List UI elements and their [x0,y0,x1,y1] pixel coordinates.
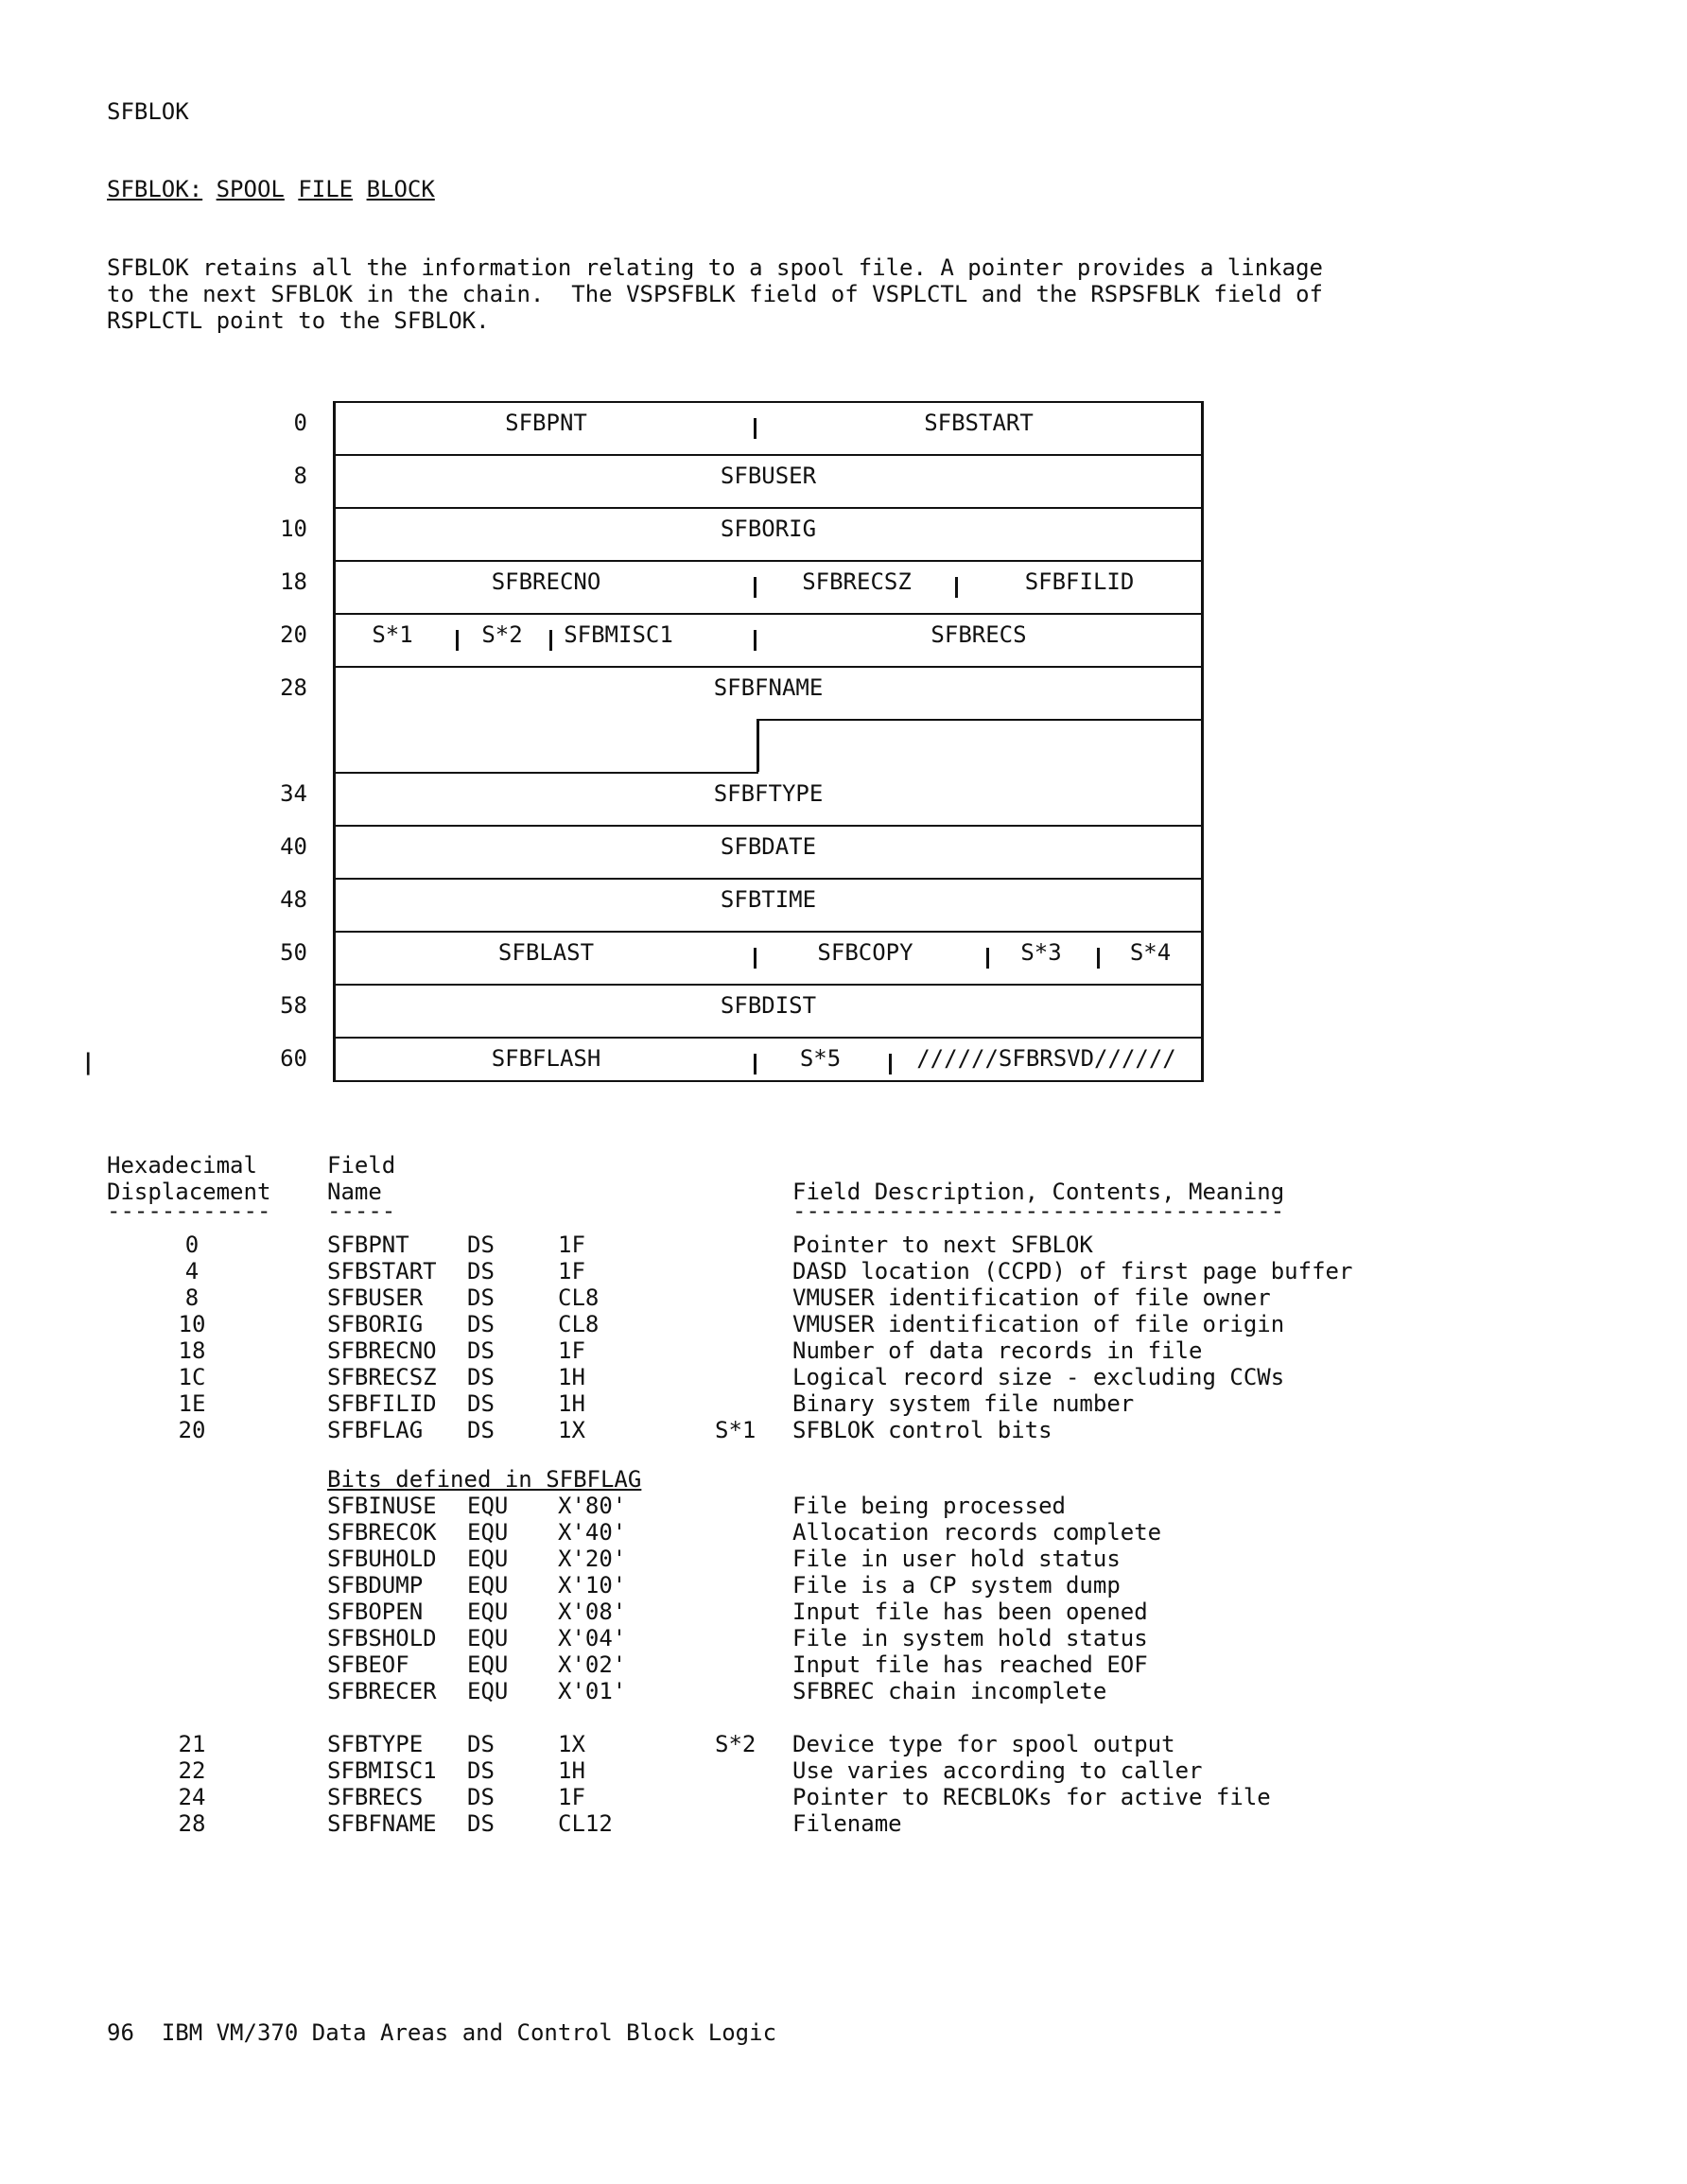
field-sfbuser: SFBUSER [720,463,817,489]
cell-type: DS [467,1337,495,1364]
disp-label-40: 40 [280,833,307,860]
cell-description: Pointer to RECBLOKs for active file [792,1784,1271,1810]
field-sfbstart: SFBSTART [924,410,1034,436]
cell-type: EQU [467,1572,509,1599]
intro-line-1: SFBLOK retains all the information relating to a spool file. A pointer provides a linkage [107,254,1323,281]
field-s2: S*2 [481,621,523,648]
cell-field-name: SFBFILID [327,1390,437,1417]
bits-heading: Bits defined in SFBFLAG [327,1466,642,1493]
disp-label-20: 20 [280,621,307,648]
cell-field-name: SFBFLAG [327,1417,424,1443]
cell-length: X'01' [558,1678,627,1704]
cell-field-name: SFBTYPE [327,1731,424,1757]
heading-prefix: SFBLOK: [107,176,203,202]
cell-type: DS [467,1258,495,1284]
field-s1: S*1 [372,621,413,648]
cell-displacement: 4 [184,1258,200,1284]
footer [107,2019,776,2046]
cell-field-name: SFBMISC1 [327,1757,437,1784]
cell-displacement: 24 [178,1784,206,1810]
cell-description: Pointer to next SFBLOK [792,1232,1093,1258]
col-header-disp-1: Hexadecimal [107,1152,257,1179]
heading-word-3: BLOCK [366,176,435,202]
field-s3: S*3 [1020,939,1062,966]
intro-line-3: RSPLCTL point to the SFBLOK. [107,307,490,334]
cell-displacement: 8 [184,1284,200,1311]
cell-type: DS [467,1364,495,1390]
field-sfbcopy: SFBCOPY [817,939,913,966]
col-header-name-1: Field [327,1152,396,1179]
cell-type: EQU [467,1599,509,1625]
cell-field-name: SFBOPEN [327,1599,424,1625]
col-header-desc-rule: ------------------------------------ [792,1197,1285,1224]
cell-length: X'20' [558,1546,627,1572]
cell-length: 1X [558,1731,585,1757]
field-sfbfname: SFBFNAME [713,674,824,701]
cell-description: File being processed [792,1493,1066,1519]
cell-description: Device type for spool output [792,1731,1175,1757]
cell-field-name: SFBORIG [327,1311,424,1337]
cell-description: Binary system file number [792,1390,1135,1417]
disp-label-48: 48 [280,886,307,913]
cell-displacement: 10 [178,1311,206,1337]
cell-length: 1F [558,1337,585,1364]
field-sfbrecno: SFBRECNO [491,568,601,595]
col-header-name-rule: ----- [327,1197,396,1224]
disp-label-0: 0 [293,410,307,436]
page-number: 96 [107,2019,134,2046]
cell-displacement: 28 [178,1810,206,1837]
disp-label-8: 8 [293,463,307,489]
cell-field-name: SFBPNT [327,1232,409,1258]
cell-field-name: SFBFNAME [327,1810,437,1837]
cell-type: DS [467,1784,495,1810]
cell-description: Allocation records complete [792,1519,1162,1546]
cell-description: Filename [792,1810,902,1837]
cell-length: 1H [558,1390,585,1417]
cell-displacement: 21 [178,1731,206,1757]
cell-type: EQU [467,1651,509,1678]
cell-description: SFBLOK control bits [792,1417,1052,1443]
disp-label-18: 18 [280,568,307,595]
cell-field-name: SFBDUMP [327,1572,424,1599]
cell-length: X'80' [558,1493,627,1519]
cell-length: X'04' [558,1625,627,1651]
cell-description: File is a CP system dump [792,1572,1121,1599]
disp-label-60: 60 [280,1045,307,1072]
cell-field-name: SFBRECNO [327,1337,437,1364]
cell-type: DS [467,1810,495,1837]
cell-description: VMUSER identification of file owner [792,1284,1271,1311]
cell-displacement: 1E [178,1390,206,1417]
cell-note: S*1 [715,1417,757,1443]
cell-type: EQU [467,1678,509,1704]
field-sfbfilid: SFBFILID [1024,568,1135,595]
cell-field-name: SFBSTART [327,1258,437,1284]
cell-type: EQU [467,1493,509,1519]
field-sfbmisc1: SFBMISC1 [564,621,673,648]
cell-type: DS [467,1311,495,1337]
cell-field-name: SFBINUSE [327,1493,437,1519]
field-sfbdate: SFBDATE [720,833,817,860]
cell-type: DS [467,1417,495,1443]
cell-displacement: 22 [178,1757,206,1784]
disp-label-10: 10 [280,515,307,542]
cell-length: 1H [558,1364,585,1390]
intro-line-2: to the next SFBLOK in the chain. The VSPSFBLK field of VSPLCTL and the RSPSFBLK field of [107,281,1323,307]
cell-length: 1X [558,1417,585,1443]
cell-displacement: 18 [178,1337,206,1364]
cell-field-name: SFBUHOLD [327,1546,437,1572]
cell-length: 1F [558,1258,585,1284]
col-header-disp-2: Displacement [107,1179,271,1205]
field-sfbflash: SFBFLASH [491,1045,601,1072]
cell-note: S*2 [715,1731,757,1757]
field-sfbftype: SFBFTYPE [713,780,824,807]
field-sfborig: SFBORIG [720,515,817,542]
cell-type: EQU [467,1519,509,1546]
cell-field-name: SFBSHOLD [327,1625,437,1651]
cell-description: Input file has been opened [792,1599,1148,1625]
cell-displacement: 1C [178,1364,206,1390]
field-sfbrsvd: //////SFBRSVD////// [916,1045,1176,1072]
disp-label-34: 34 [280,780,307,807]
cell-description: DASD location (CCPD) of first page buffer [792,1258,1353,1284]
cell-type: DS [467,1731,495,1757]
cell-length: 1F [558,1232,585,1258]
cell-description: VMUSER identification of file origin [792,1311,1285,1337]
cell-length: 1F [558,1784,585,1810]
cell-type: DS [467,1232,495,1258]
field-s5: S*5 [799,1045,842,1072]
cell-description: SFBREC chain incomplete [792,1678,1107,1704]
field-sfbrecs: SFBRECS [930,621,1027,648]
cell-length: CL12 [558,1810,613,1837]
disp-label-58: 58 [280,992,307,1019]
col-header-name-2: Name [327,1179,382,1205]
field-sfbdist: SFBDIST [720,992,817,1019]
cell-field-name: SFBRECER [327,1678,437,1704]
field-sfblast: SFBLAST [497,939,595,966]
cell-field-name: SFBRECS [327,1784,424,1810]
cell-type: DS [467,1390,495,1417]
field-sfbrecsz: SFBRECSZ [802,568,912,595]
field-s4: S*4 [1129,939,1172,966]
cell-field-name: SFBEOF [327,1651,409,1678]
cell-length: CL8 [558,1284,600,1311]
cell-description: Logical record size - excluding CCWs [792,1364,1285,1390]
cell-description: Use varies according to caller [792,1757,1203,1784]
cell-type: DS [467,1757,495,1784]
book-title: IBM VM/370 Data Areas and Control Block Logic [161,2019,777,2046]
cell-field-name: SFBUSER [327,1284,424,1311]
change-bar: | [81,1049,96,1075]
cell-description: Input file has reached EOF [792,1651,1148,1678]
cell-length: X'40' [558,1519,627,1546]
cell-length: CL8 [558,1311,600,1337]
heading-word-1: SPOOL [216,176,285,202]
col-header-disp-rule: ------------ [107,1197,271,1224]
cell-description: Number of data records in file [792,1337,1203,1364]
cell-length: X'10' [558,1572,627,1599]
cell-type: EQU [467,1625,509,1651]
col-header-desc: Field Description, Contents, Meaning [792,1179,1285,1205]
cell-description: File in user hold status [792,1546,1121,1572]
cell-length: 1H [558,1757,585,1784]
disp-label-50: 50 [280,939,307,966]
cell-displacement: 0 [184,1232,200,1258]
running-title: SFBLOK [107,98,189,125]
cell-type: DS [467,1284,495,1311]
disp-label-28: 28 [280,674,307,701]
cell-field-name: SFBRECSZ [327,1364,437,1390]
heading-word-2: FILE [298,176,354,202]
cell-field-name: SFBRECOK [327,1519,437,1546]
field-sfbtime: SFBTIME [720,886,817,913]
cell-displacement: 20 [178,1417,206,1443]
cell-type: EQU [467,1546,509,1572]
field-sfbpnt: SFBPNT [505,410,587,436]
cell-length: X'02' [558,1651,627,1678]
cell-length: X'08' [558,1599,627,1625]
cell-description: File in system hold status [792,1625,1148,1651]
